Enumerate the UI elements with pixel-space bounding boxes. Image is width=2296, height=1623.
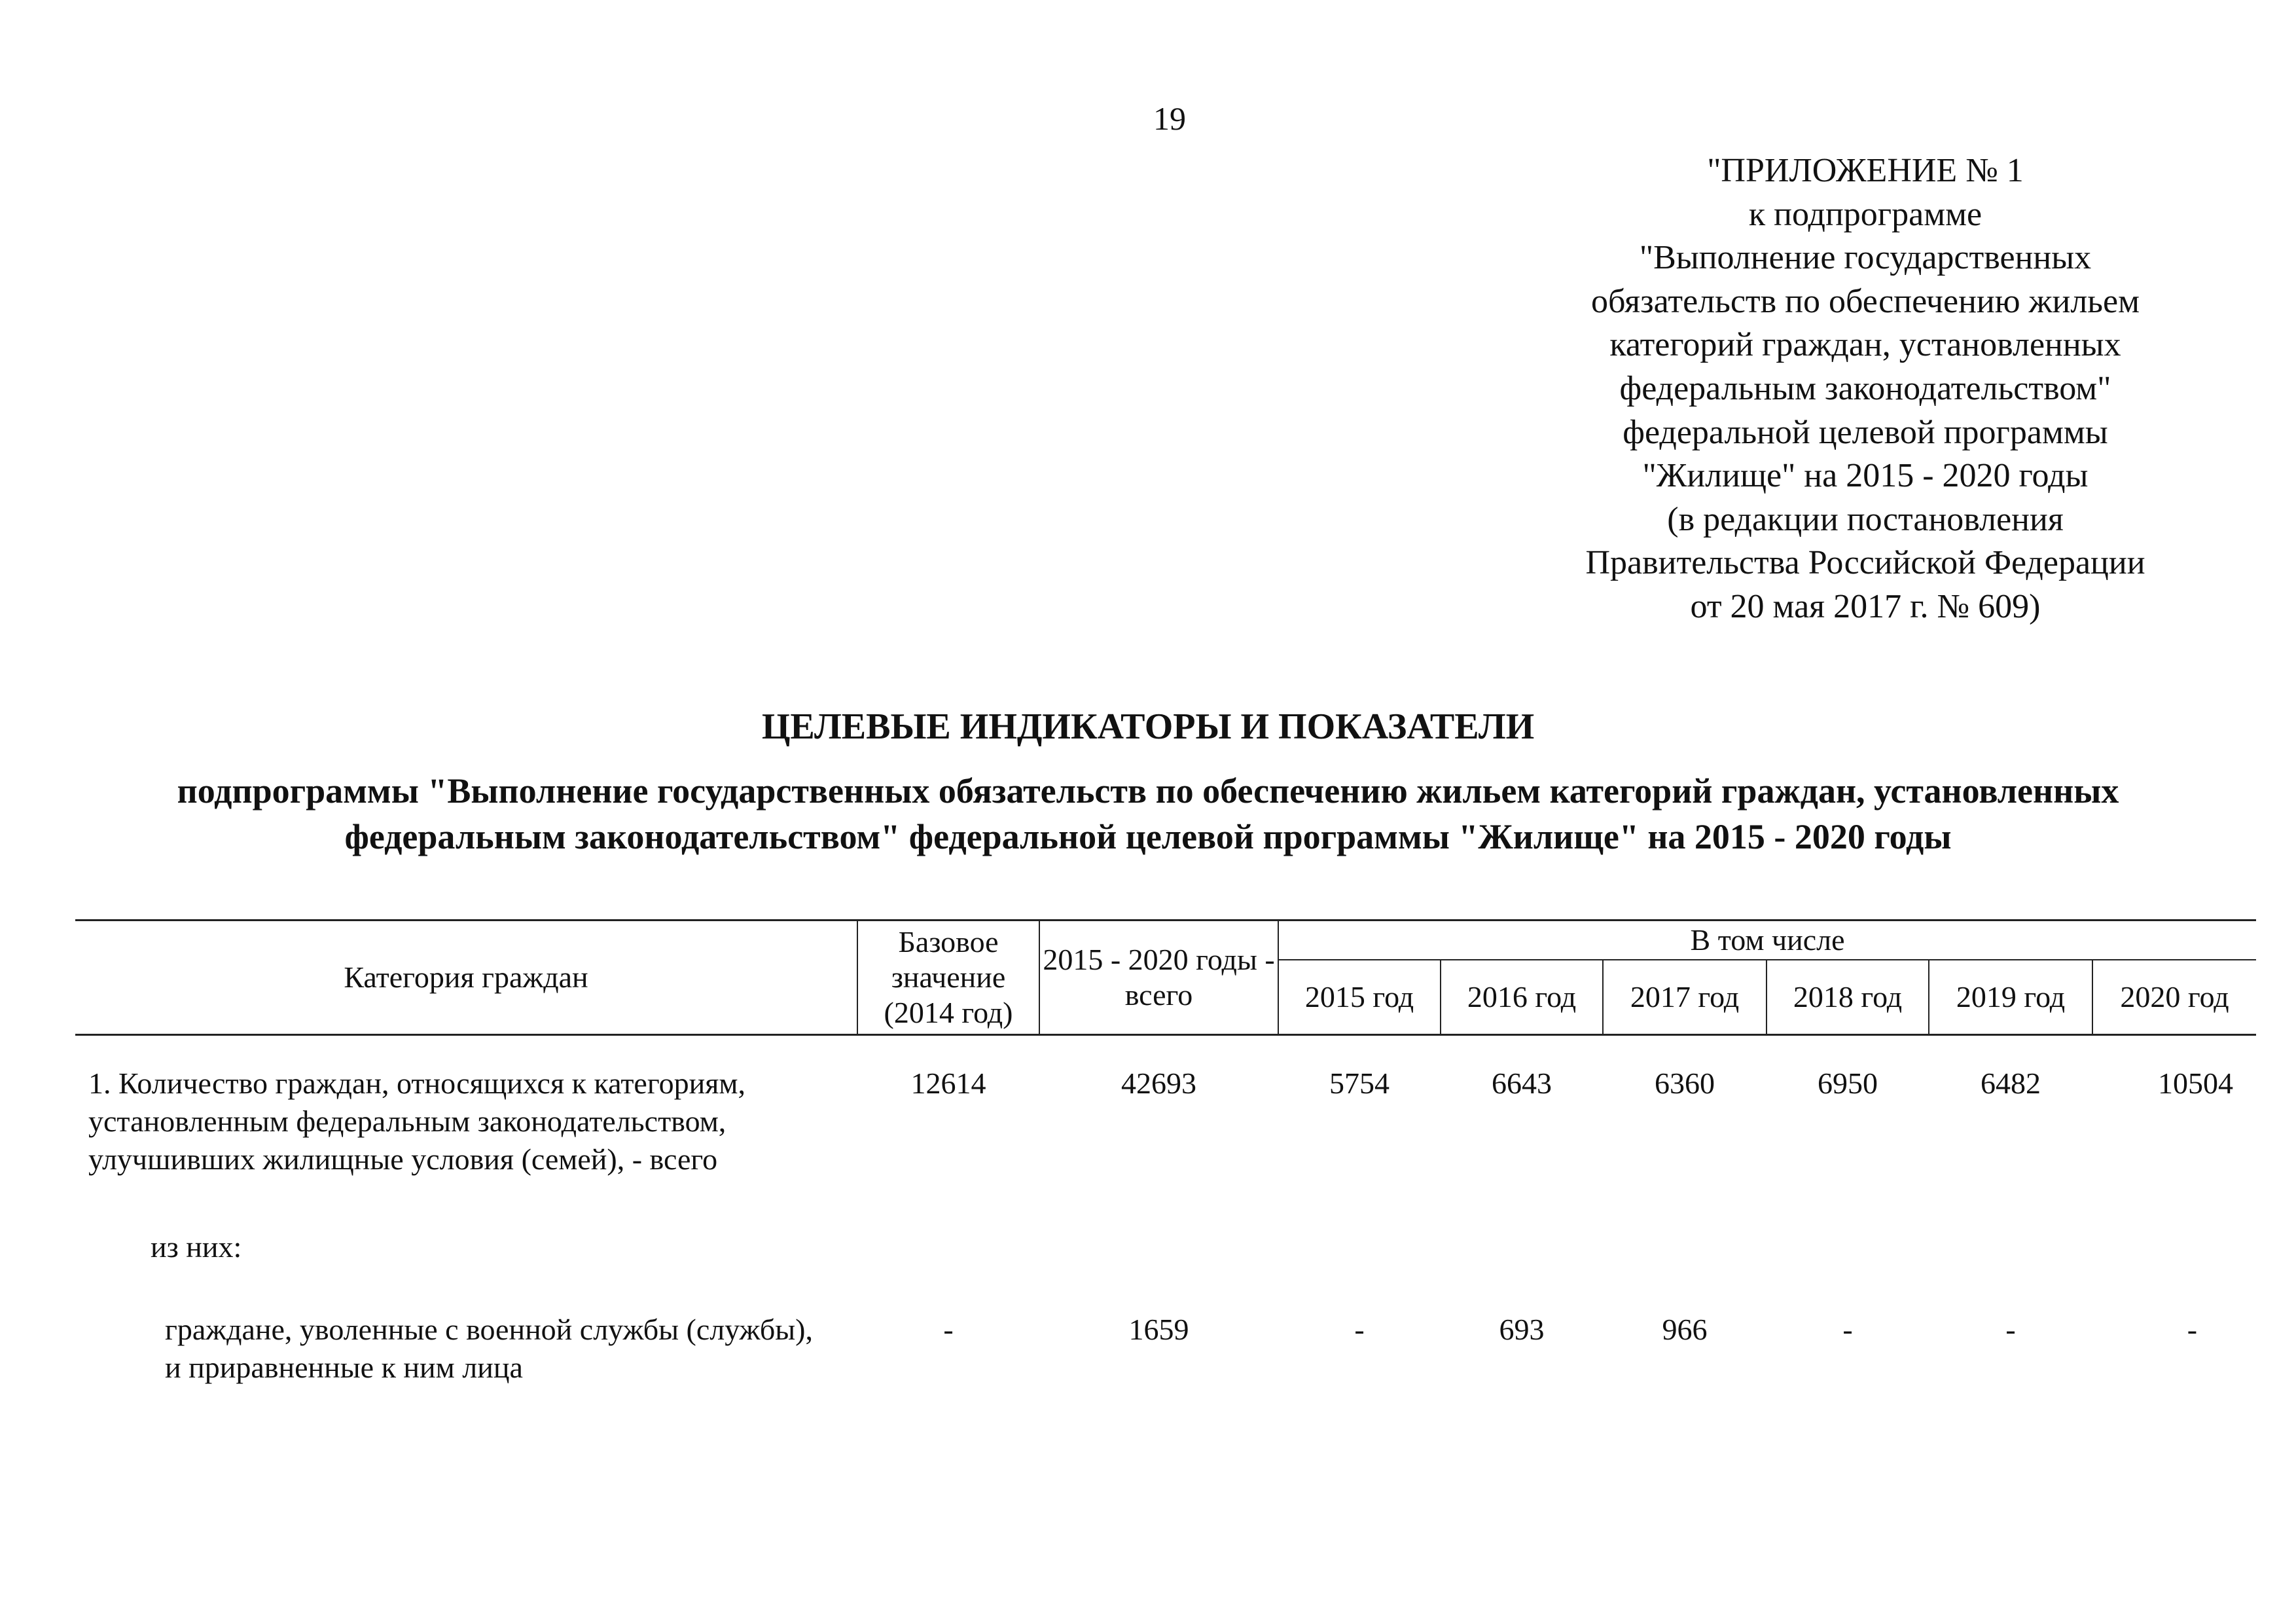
annex-line: федеральным законодательством"	[1619, 369, 2111, 407]
annex-line: Правительства Российской Федерации	[1585, 544, 2145, 582]
annex-header	[1499, 149, 2232, 629]
indicators-table	[75, 919, 2256, 1387]
annex-line: федеральной целевой программы	[1623, 413, 2108, 451]
header-including: В том числе	[1278, 921, 2256, 960]
annex-line: обязательств по обеспечению жильем	[1591, 282, 2140, 320]
row-label: 1. Количество граждан, относящихся к категориям, установленным федеральным законодательством, улучшивших жилищные условия (семей), - всего	[88, 1067, 745, 1176]
row-year-value: -	[1842, 1313, 1853, 1346]
row-total: 1659	[1128, 1313, 1189, 1346]
row-year-value: 5754	[1329, 1067, 1390, 1100]
table-row	[75, 1035, 2256, 1229]
subtitle-line: федеральным законодательством" федеральной целевой программы "Жилище" на 2015 - 2020 годы	[344, 817, 1952, 856]
row-year-value: 6950	[1818, 1067, 1878, 1100]
header-total: 2015 - 2020 годы - всего	[1039, 921, 1278, 1035]
annex-line: категорий граждан, установленных	[1609, 326, 2121, 364]
header-year: 2015 год	[1278, 960, 1441, 1035]
row-year-value: 966	[1662, 1313, 1708, 1346]
subtitle-line: подпрограммы "Выполнение государственных обязательств по обеспечению жильем категорий граждан, установленных	[177, 771, 2119, 811]
annex-line: "Выполнение государственных	[1639, 239, 2092, 277]
subheading-label: из них:	[151, 1230, 242, 1264]
annex-line: от 20 мая 2017 г. № 609)	[1690, 587, 2041, 625]
document-title: ЦЕЛЕВЫЕ ИНДИКАТОРЫ И ПОКАЗАТЕЛИ	[761, 706, 1535, 747]
row-year-value: -	[2005, 1313, 2016, 1346]
row-base: -	[943, 1313, 954, 1346]
annex-line: "ПРИЛОЖЕНИЕ № 1	[1707, 152, 2024, 189]
row-base: 12614	[910, 1067, 986, 1100]
row-year-value: 10504	[2158, 1067, 2234, 1100]
row-year-value: 693	[1499, 1313, 1545, 1346]
row-year-value: 6482	[1981, 1067, 2041, 1100]
table-row	[75, 1307, 2256, 1387]
header-year: 2017 год	[1603, 960, 1767, 1035]
header-year: 2018 год	[1767, 960, 1929, 1035]
row-year-value: 6643	[1492, 1067, 1552, 1100]
page-number: 19	[1153, 100, 1186, 137]
header-base: Базовое значение (2014 год)	[857, 921, 1039, 1035]
row-year-value: -	[1354, 1313, 1365, 1346]
header-category: Категория граждан	[75, 921, 857, 1035]
document-subtitle	[0, 768, 2296, 860]
annex-line: (в редакции постановления	[1667, 500, 2064, 538]
row-year-value: -	[2187, 1313, 2198, 1346]
header-year: 2016 год	[1441, 960, 1603, 1035]
row-year-value: 6360	[1655, 1067, 1715, 1100]
header-year: 2020 год	[2092, 960, 2256, 1035]
header-year: 2019 год	[1929, 960, 2092, 1035]
row-label: граждане, уволенные с военной службы (службы), и приравненные к ним лица	[165, 1313, 813, 1384]
row-total: 42693	[1121, 1067, 1196, 1100]
annex-line: к подпрограмме	[1748, 195, 1982, 233]
table-subheading-row	[75, 1228, 2256, 1307]
annex-line: "Жилище" на 2015 - 2020 годы	[1642, 457, 2089, 495]
